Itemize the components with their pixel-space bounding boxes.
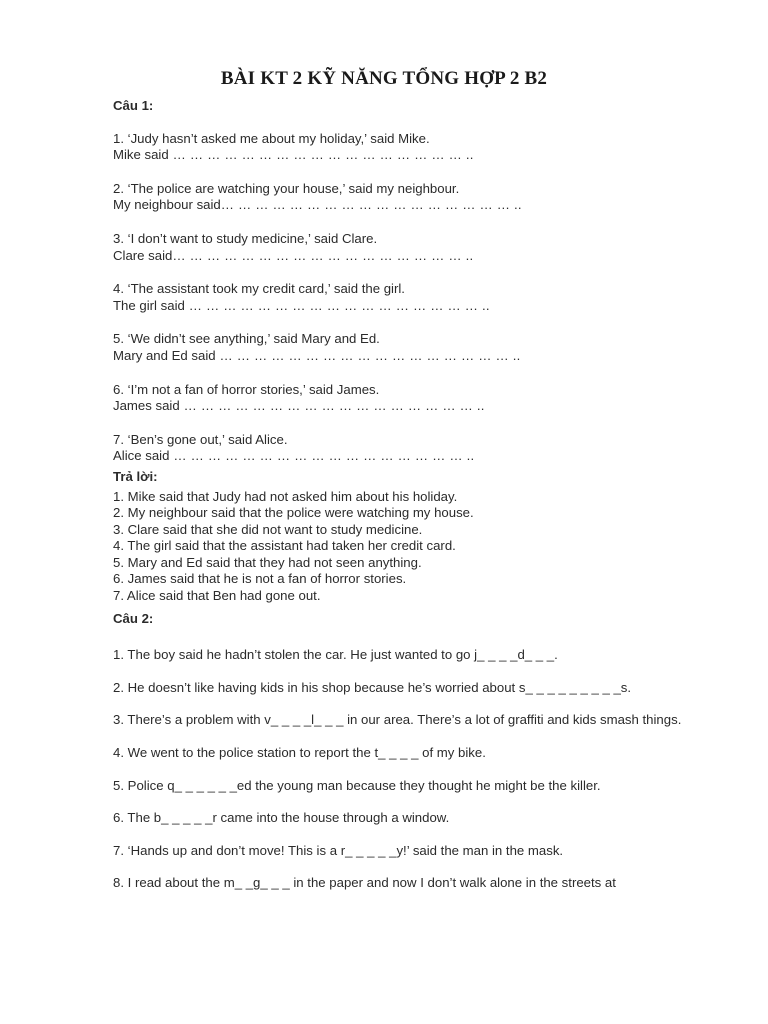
- prompt-line: [113, 298, 713, 315]
- section-heading-cau-1: Câu 1:: [113, 98, 154, 113]
- answer-line: 5. Mary and Ed said that they had not seen anything.: [113, 554, 422, 570]
- exercise-2-item: 6. The b_ _ _ _ _r came into the house through a window.: [113, 810, 450, 826]
- answer-line: 7. Alice said that Ben had gone out.: [113, 588, 321, 604]
- exercise-2-item: 8. I read about the m_ _g_ _ _ in the paper and now I don’t walk alone in the streets at: [113, 875, 616, 891]
- answer-dots: … … … … … … … … … … … … … … … … … ..: [169, 448, 475, 464]
- exercise-1-item: [113, 432, 713, 465]
- section-heading-answers: Trả lời:: [113, 468, 158, 484]
- answer-dots: … … … … … … … … … … … … … … … … … ..: [215, 347, 521, 363]
- prompt-text: My neighbour said: [113, 197, 221, 213]
- quote-line: 2. ‘The police are watching your house,’ said my neighbour.: [113, 180, 460, 196]
- answer-line: 1. Mike said that Judy had not asked him about his holiday.: [113, 488, 458, 504]
- answer-line: 3. Clare said that she did not want to study medicine.: [113, 521, 423, 537]
- prompt-line: [113, 398, 713, 415]
- quote-line: 4. ‘The assistant took my credit card,’ said the girl.: [113, 281, 405, 297]
- answer-dots: … … … … … … … … … … … … … … … … … ..: [220, 197, 522, 213]
- exercise-1-item: [113, 281, 713, 314]
- prompt-text: The girl said: [113, 297, 185, 313]
- quote-line: 5. ‘We didn’t see anything,’ said Mary and Ed.: [113, 331, 380, 347]
- answer-line: 6. James said that he is not a fan of horror stories.: [113, 571, 407, 587]
- prompt-text: Mary and Ed said: [113, 347, 216, 363]
- exercise-1-item: [113, 131, 713, 164]
- exercise-2-item: 2. He doesn’t like having kids in his shop because he’s worried about s_ _ _ _ _ _ _ _ _s.: [113, 679, 632, 695]
- prompt-text: Mike said: [113, 147, 169, 163]
- answer-dots: … … … … … … … … … … … … … … … … … ..: [179, 398, 485, 414]
- exercise-2-item: 5. Police q_ _ _ _ _ _ed the young man because they thought he might be the killer.: [113, 777, 601, 793]
- exercise-2-item: 4. We went to the police station to report the t_ _ _ _ of my bike.: [113, 745, 486, 761]
- exercise-1-item: [113, 331, 713, 364]
- exercise-1-list: [113, 131, 713, 465]
- answer-line: 4. The girl said that the assistant had taken her credit card.: [113, 538, 456, 554]
- exercise-2-item: 3. There’s a problem with v_ _ _ _l_ _ _ in our area. There’s a lot of graffiti and kids smash things.: [113, 712, 682, 728]
- prompt-line: [113, 348, 713, 365]
- exercise-2-item: 1. The boy said he hadn’t stolen the car. He just wanted to go j_ _ _ _d_ _ _.: [113, 647, 558, 663]
- exercise-1-item: [113, 181, 713, 214]
- exercise-2-list: [113, 647, 708, 892]
- answer-dots: … … … … … … … … … … … … … … … … … ..: [172, 247, 474, 263]
- answer-dots: … … … … … … … … … … … … … … … … … ..: [168, 147, 474, 163]
- quote-line: 6. ‘I’m not a fan of horror stories,’ said James.: [113, 381, 380, 397]
- exercise-1-item: [113, 382, 713, 415]
- prompt-text: James said: [113, 398, 180, 414]
- exercise-2-item: 7. ‘Hands up and don’t move! This is a r_ _ _ _ _y!’ said the man in the mask.: [113, 842, 564, 858]
- prompt-text: Alice said: [113, 448, 170, 464]
- exercise-1-item: [113, 231, 713, 264]
- answer-line: 2. My neighbour said that the police were watching my house.: [113, 505, 474, 521]
- prompt-line: [113, 248, 713, 265]
- quote-line: 3. ‘I don’t want to study medicine,’ said Clare.: [113, 230, 378, 246]
- quote-line: 7. ‘Ben’s gone out,’ said Alice.: [113, 431, 288, 447]
- answers-list: [113, 489, 713, 605]
- prompt-line: [113, 448, 713, 465]
- prompt-text: Clare said: [113, 247, 173, 263]
- section-heading-cau-2: Câu 2:: [113, 610, 154, 626]
- answer-dots: … … … … … … … … … … … … … … … … … ..: [184, 297, 490, 313]
- page-title: BÀI KT 2 KỸ NĂNG TỔNG HỢP 2 B2: [220, 68, 548, 89]
- prompt-line: [113, 197, 713, 214]
- document-body: [113, 98, 713, 892]
- quote-line: 1. ‘Judy hasn’t asked me about my holiday,’ said Mike.: [113, 130, 430, 146]
- prompt-line: [113, 147, 713, 164]
